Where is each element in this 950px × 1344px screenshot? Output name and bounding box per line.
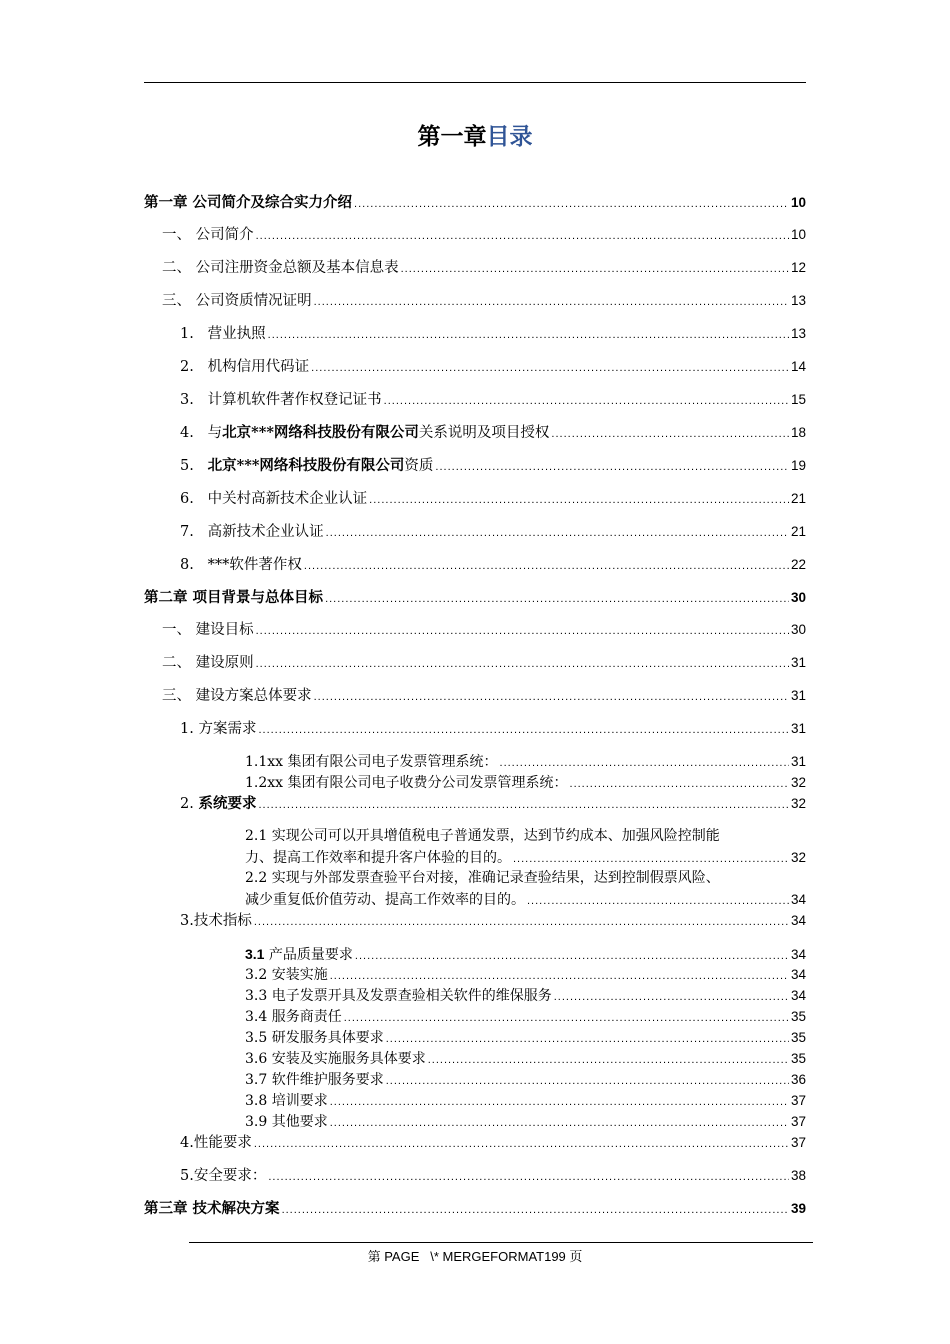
toc-entry[interactable]: 5.安全要求： ..... 38 [180,1166,806,1187]
toc-entry-multiline[interactable] [245,868,806,912]
toc-entry[interactable]: 1. 营业执照 ..... 13 [180,324,806,345]
toc-entry[interactable]: 三、 公司资质情况证明 ..... 13 [162,291,806,312]
toc-line: 2.2 实现与外部发票查验平台对接，准确记录查验结果，达到控制假票风险、 [245,870,720,886]
toc-entry[interactable]: 二、 建设原则 ..... 31 [162,653,806,674]
toc-entry[interactable]: 3.9 其他要求 ..... 37 [245,1113,806,1132]
toc-entry[interactable]: 3.4 服务商责任 ..... 35 [245,1008,806,1027]
toc-entry[interactable]: 3. 计算机软件著作权登记证书 ..... 15 [180,390,806,411]
toc-entry[interactable]: 第一章 公司简介及综合实力介绍 ..... 10 [144,193,806,214]
toc-entry[interactable]: 1.2xx 集团有限公司电子收费分公司发票管理系统： ..... 32 [245,774,806,793]
toc-entry[interactable]: 5. 北京***网络科技股份有限公司资质 ..... 19 [180,456,806,477]
toc-line: 减少重复低价值劳动、提高工作效率的目的。 ..... 34 [245,889,806,912]
page-footer: 第 PAGE \* MERGEFORMAT199 页 [367,1249,583,1264]
page-title [0,118,950,151]
toc-entry[interactable]: 3.6 安装及实施服务具体要求 ..... 35 [245,1050,806,1069]
toc-entry[interactable]: 8. ***软件著作权 ..... 22 [180,555,806,576]
toc-entry[interactable]: 3.5 研发服务具体要求 ..... 35 [245,1029,806,1048]
toc-entry[interactable]: 7. 高新技术企业认证 ..... 21 [180,522,806,543]
header-rule [144,82,806,83]
toc-entry[interactable]: 2. 机构信用代码证 ..... 14 [180,357,806,378]
toc-entry[interactable]: 第二章 项目背景与总体目标 ..... 30 [144,588,806,609]
toc-line: 2.1 实现公司可以开具增值税电子普通发票，达到节约成本、加强风险控制能 [245,828,720,844]
toc-entry[interactable]: 4.性能要求 ..... 37 [180,1133,806,1154]
toc-entry[interactable]: 1. 方案需求 ..... 31 [180,719,806,740]
toc-line: 力、提高工作效率和提升客户体验的目的。 ..... 32 [245,847,806,870]
toc-entry[interactable]: 2. 系统要求 ..... 32 [180,794,806,815]
title-contents: 目录 [486,123,533,150]
toc-entry[interactable]: 4. 与北京***网络科技股份有限公司关系说明及项目授权 ..... 18 [180,423,806,444]
toc-entry[interactable]: 三、 建设方案总体要求 ..... 31 [162,686,806,707]
toc-entry-multiline[interactable] [245,826,806,870]
toc-entry[interactable]: 3.1 产品质量要求 ..... 34 [245,945,806,965]
toc-entry[interactable]: 6. 中关村高新技术企业认证 ..... 21 [180,489,806,510]
toc-entry[interactable]: 3.2 安装实施 ..... 34 [245,966,806,985]
footer-rule [189,1242,813,1243]
toc-entry[interactable]: 3.3 电子发票开具及发票查验相关软件的维保服务 ..... 34 [245,987,806,1006]
toc-entry[interactable]: 1.1xx 集团有限公司电子发票管理系统： ..... 31 [245,753,806,772]
toc-entry[interactable]: 3.7 软件维护服务要求 ..... 36 [245,1071,806,1090]
toc-entry[interactable]: 第三章 技术解决方案 ..... 39 [144,1199,806,1220]
toc-entry[interactable]: 一、 建设目标 ..... 30 [162,620,806,641]
toc-entry[interactable]: 一、 公司简介 ..... 10 [162,225,806,246]
toc-entry[interactable]: 3.8 培训要求 ..... 37 [245,1092,806,1111]
toc-entry[interactable]: 二、 公司注册资金总额及基本信息表 ..... 12 [162,258,806,279]
title-chapter: 第一章 [417,123,487,150]
toc-entry[interactable]: 3.技术指标 ..... 34 [180,911,806,932]
